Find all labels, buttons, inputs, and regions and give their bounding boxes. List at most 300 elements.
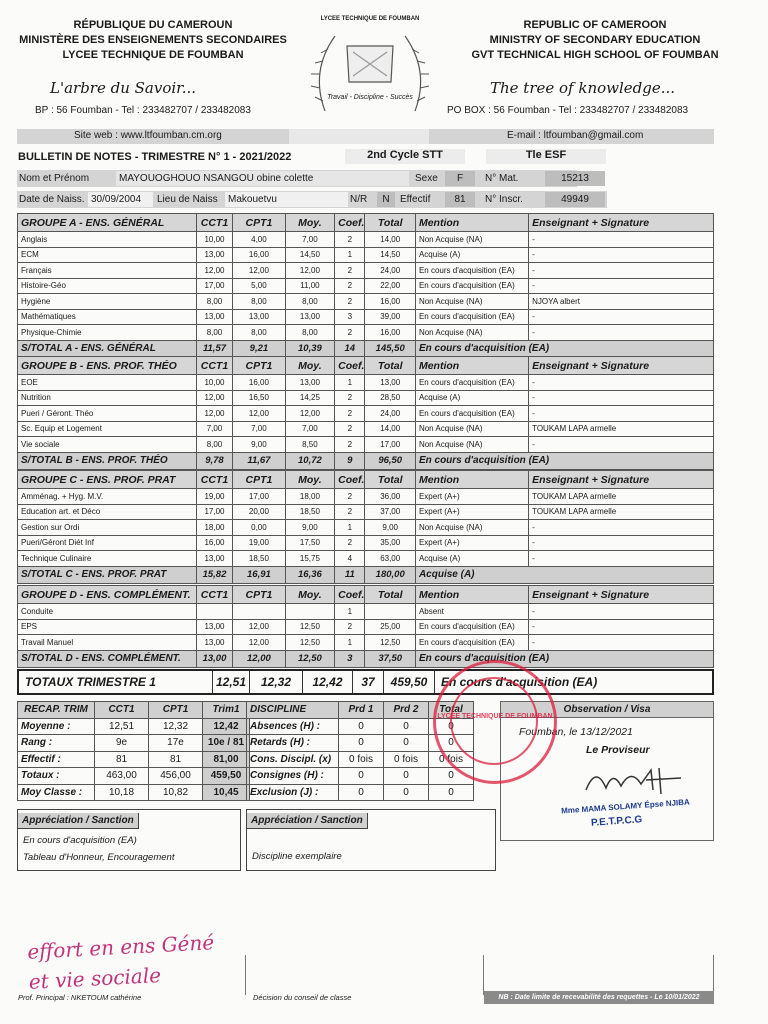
group-table <box>17 585 714 668</box>
recap-cell: 17e <box>149 735 203 752</box>
mat-label: N° Mat. <box>485 173 519 184</box>
grade-cell: 13,00 <box>365 375 416 391</box>
grade-cell: 12,00 <box>285 263 334 279</box>
grade-cell: 9,00 <box>233 437 286 453</box>
subject-row <box>18 421 714 437</box>
column-header: Moy. <box>285 471 334 489</box>
grade-cell: En cours d'acquisition (EA) <box>415 309 528 325</box>
grade-cell: 13,00 <box>196 551 232 567</box>
grade-cell: - <box>529 437 714 453</box>
grade-cell: 8,00 <box>285 294 334 310</box>
column-header: Coef. <box>335 471 365 489</box>
subtotal-cell: 9 <box>335 452 365 469</box>
discipline-cell: 0 <box>429 768 474 785</box>
column-header: CPT1 <box>233 357 286 375</box>
discipline-cell: 0 <box>339 718 384 735</box>
column-header: Total <box>365 471 416 489</box>
grade-cell: 8,50 <box>285 437 334 453</box>
appreciation-left <box>17 809 241 871</box>
subtotal-cell: 12,50 <box>285 650 334 667</box>
discipline-cell: 0 <box>384 784 429 801</box>
appreciation-left-line1: En cours d'acquisition (EA) <box>23 835 137 846</box>
column-header: Moy. <box>285 214 334 232</box>
grade-cell: Expert (A+) <box>415 489 528 505</box>
grade-cell: 20,00 <box>233 504 286 520</box>
nr-label: N/R <box>350 194 368 205</box>
subject-row <box>18 406 714 422</box>
subject-name: Pueri / Géront. Théo <box>18 406 197 422</box>
group-title: GROUPE D - ENS. COMPLÉMENT. <box>18 586 197 604</box>
grade-cell: 1 <box>335 520 365 536</box>
grade-cell: 18,50 <box>285 504 334 520</box>
sexe-value: F <box>445 171 475 186</box>
grade-cell: 0,00 <box>233 520 286 536</box>
grade-cell: 2 <box>335 504 365 520</box>
grade-cell: 17,00 <box>196 504 232 520</box>
student-name: MAYOUOGHOUO NSANGOU obine colette <box>116 171 409 186</box>
recap-cell: 456,00 <box>149 768 203 785</box>
grade-cell: 28,50 <box>365 390 416 406</box>
grade-cell: 16,00 <box>233 375 286 391</box>
subject-name: Education art. et Déco <box>18 504 197 520</box>
signer-title: P.E.T.P.C.G <box>590 814 643 829</box>
signer-name: Mme MAMA SOLAMY Épse NJIBA <box>560 797 691 816</box>
subject-row <box>18 263 714 279</box>
recap-table <box>17 701 250 801</box>
grade-cell: Non Acquise (NA) <box>415 421 528 437</box>
grade-cell: 18,50 <box>233 551 286 567</box>
grade-cell: Expert (A+) <box>415 504 528 520</box>
subtotal-cell: 3 <box>335 650 365 667</box>
grade-cell: 7,00 <box>285 421 334 437</box>
grade-cell: 4 <box>335 551 365 567</box>
subject-row <box>18 604 714 620</box>
grade-cell: 8,00 <box>196 294 232 310</box>
grade-cell: En cours d'acquisition (EA) <box>415 263 528 279</box>
grade-cell: - <box>529 390 714 406</box>
discipline-cell: 0 <box>339 768 384 785</box>
stamp-text: LYCEE TECHNIQUE DE FOUMBAN <box>437 713 553 720</box>
grade-cell: - <box>529 375 714 391</box>
recap-cell: 12,51 <box>95 718 149 735</box>
recap-cell: 463,00 <box>95 768 149 785</box>
column-header: Enseignant + Signature <box>529 586 714 604</box>
subtotal-row <box>18 566 714 583</box>
lieu-value: Makouetvu <box>225 192 348 207</box>
school-fr: LYCEE TECHNIQUE DE FOUMBAN <box>62 49 244 61</box>
column-header: Total <box>365 357 416 375</box>
group-title: GROUPE C - ENS. PROF. PRAT <box>18 471 197 489</box>
grade-cell: 11,00 <box>285 278 334 294</box>
discipline-col-total: Total <box>429 702 474 719</box>
grade-cell: 16,00 <box>196 535 232 551</box>
subject-name: Travail Manuel <box>18 635 197 651</box>
grade-cell: Non Acquise (NA) <box>415 232 528 248</box>
recap-cell: 12,42 <box>203 718 250 735</box>
school-en: GVT TECHNICAL HIGH SCHOOL OF FOUMBAN <box>471 49 719 61</box>
grade-cell: 17,50 <box>285 535 334 551</box>
grade-cell: Expert (A+) <box>415 535 528 551</box>
appreciation-left-title: Appréciation / Sanction <box>18 813 139 829</box>
grade-cell: 22,00 <box>365 278 416 294</box>
column-header: CCT1 <box>196 586 232 604</box>
column-header: Coef. <box>335 586 365 604</box>
grade-cell: - <box>529 278 714 294</box>
grade-cell: Acquise (A) <box>415 390 528 406</box>
grade-cell: 12,00 <box>285 406 334 422</box>
grade-cell: 8,00 <box>233 325 286 341</box>
grade-cell: En cours d'acquisition (EA) <box>415 278 528 294</box>
column-header: Total <box>365 214 416 232</box>
subject-name: Sc. Equip et Logement <box>18 421 197 437</box>
subtotal-cell: 10,72 <box>285 452 334 469</box>
grade-cell: 15,75 <box>285 551 334 567</box>
grade-cell: 9,00 <box>285 520 334 536</box>
subject-name: Physique-Chimie <box>18 325 197 341</box>
group-table <box>17 213 714 358</box>
subtotal-cell: En cours d'acquisition (EA) <box>415 340 713 357</box>
cycle: 2nd Cycle STT <box>345 149 465 164</box>
handwritten-note-line2: et vie sociale <box>28 962 162 994</box>
grade-cell: - <box>529 263 714 279</box>
grade-cell: - <box>529 232 714 248</box>
grade-cell: 12,00 <box>233 635 286 651</box>
classe: Tle ESF <box>486 149 606 164</box>
recap-cell: 10,82 <box>149 784 203 801</box>
appreciation-right <box>246 809 496 871</box>
official-stamp-icon <box>433 660 557 784</box>
grade-cell: 2 <box>335 294 365 310</box>
grade-cell <box>365 604 416 620</box>
discipline-cell: 0 fois <box>384 751 429 768</box>
totaux-row <box>17 669 714 695</box>
grade-cell: - <box>529 619 714 635</box>
group-table <box>17 470 714 584</box>
subject-row <box>18 294 714 310</box>
grade-cell: 12,50 <box>285 635 334 651</box>
nr-value: N <box>377 192 395 207</box>
subject-row <box>18 520 714 536</box>
grade-cell: Acquise (A) <box>415 247 528 263</box>
grade-cell: 19,00 <box>196 489 232 505</box>
discipline-row-label: Cons. Discipl. (x) <box>247 751 339 768</box>
subtotal-cell: 9,21 <box>233 340 286 357</box>
grade-cell: NJOYA albert <box>529 294 714 310</box>
country-en: REPUBLIC OF CAMEROON <box>523 19 667 31</box>
school-seal-logo <box>305 16 435 126</box>
subject-row <box>18 390 714 406</box>
group-title: GROUPE A - ENS. GÉNÉRAL <box>18 214 197 232</box>
subtotal-cell: Acquise (A) <box>415 566 713 583</box>
naiss-label: Date de Naiss. <box>19 194 85 205</box>
recap-col-cpt1: CPT1 <box>149 702 203 719</box>
grade-cell: 7,00 <box>285 232 334 248</box>
footer-prof: Prof. Principal : NKETOUM cathérine <box>18 993 142 1002</box>
subject-name: Histoire-Géo <box>18 278 197 294</box>
grade-cell: 36,00 <box>365 489 416 505</box>
motto-en: The tree of knowledge... <box>490 79 676 97</box>
mat-value: 15213 <box>545 171 605 186</box>
grade-cell: 1 <box>335 635 365 651</box>
grade-cell: 1 <box>335 247 365 263</box>
subtotal-cell: En cours d'acquisition (EA) <box>415 452 713 469</box>
grade-cell: 2 <box>335 489 365 505</box>
ministry-fr: MINISTÈRE DES ENSEIGNEMENTS SECONDAIRES <box>19 34 287 46</box>
column-header: Mention <box>415 586 528 604</box>
effectif-label: Effectif <box>400 194 431 205</box>
appreciation-right-title: Appréciation / Sanction <box>247 813 368 829</box>
grade-cell: 2 <box>335 421 365 437</box>
discipline-cell: 0 <box>429 784 474 801</box>
subject-row <box>18 437 714 453</box>
grade-cell: En cours d'acquisition (EA) <box>415 375 528 391</box>
discipline-cell: 0 <box>339 735 384 752</box>
subject-name: Pueri/Géront Diét Inf <box>18 535 197 551</box>
subject-row <box>18 278 714 294</box>
grade-cell: 2 <box>335 390 365 406</box>
grade-cell <box>285 604 334 620</box>
recap-cell: 10,45 <box>203 784 250 801</box>
subject-row <box>18 375 714 391</box>
column-header: CCT1 <box>196 214 232 232</box>
inscr-label: N° Inscr. <box>485 194 523 205</box>
grade-cell: 2 <box>335 535 365 551</box>
handwritten-note-line1: effort en ens Géné <box>26 930 215 964</box>
recap-cell: 81,00 <box>203 751 250 768</box>
subtotal-cell: 11,57 <box>196 340 232 357</box>
grade-cell: 5,00 <box>233 278 286 294</box>
grade-cell: 17,00 <box>365 437 416 453</box>
grade-cell: 12,00 <box>196 263 232 279</box>
subtotal-label: S/TOTAL A - ENS. GÉNÉRAL <box>18 340 197 357</box>
subtotal-cell: 12,00 <box>233 650 286 667</box>
proviseur-label: Le Proviseur <box>586 744 650 756</box>
grade-cell: En cours d'acquisition (EA) <box>415 406 528 422</box>
recap-row-label: Moy Classe : <box>18 784 95 801</box>
totaux-cct1: 12,51 <box>212 671 249 693</box>
column-header: Coef. <box>335 357 365 375</box>
grade-cell: 13,00 <box>196 247 232 263</box>
subject-row <box>18 232 714 248</box>
grade-cell: 13,00 <box>196 635 232 651</box>
grade-cell: 4,00 <box>233 232 286 248</box>
grade-cell: 12,50 <box>285 619 334 635</box>
grade-cell: 2 <box>335 278 365 294</box>
discipline-col-prd1: Prd 1 <box>339 702 384 719</box>
column-header: Mention <box>415 471 528 489</box>
grade-cell: 12,50 <box>365 635 416 651</box>
grade-cell: 37,00 <box>365 504 416 520</box>
column-header: Enseignant + Signature <box>529 214 714 232</box>
totaux-coef: 37 <box>352 671 383 693</box>
recap-cell: 10,18 <box>95 784 149 801</box>
signature-icon <box>581 760 691 800</box>
recap-cell: 12,32 <box>149 718 203 735</box>
grade-cell: TOUKAM LAPA armelle <box>529 504 714 520</box>
grade-cell: 14,00 <box>365 232 416 248</box>
subject-name: Gestion sur Ordi <box>18 520 197 536</box>
subtotal-cell: 11,67 <box>233 452 286 469</box>
grade-cell: 13,00 <box>196 619 232 635</box>
recap-row-label: Effectif : <box>18 751 95 768</box>
subtotal-cell: 9,78 <box>196 452 232 469</box>
discipline-cell: 0 <box>384 718 429 735</box>
grade-cell: 3 <box>335 309 365 325</box>
subject-row <box>18 619 714 635</box>
grade-cell: - <box>529 535 714 551</box>
header-left <box>18 18 288 63</box>
address-en: PO BOX : 56 Foumban - Tel : 233482707 / 233482083 <box>447 105 689 116</box>
discipline-cell: 0 <box>429 718 474 735</box>
subject-name: ECM <box>18 247 197 263</box>
subtotal-label: S/TOTAL B - ENS. PROF. THÉO <box>18 452 197 469</box>
column-header: Enseignant + Signature <box>529 471 714 489</box>
grade-cell: 10,00 <box>196 232 232 248</box>
recap-row-label: Moyenne : <box>18 718 95 735</box>
discipline-cell: 0 fois <box>339 751 384 768</box>
address-fr: BP : 56 Foumban - Tel : 233482707 / 233482083 <box>35 105 251 116</box>
grade-cell: 24,00 <box>365 263 416 279</box>
subtotal-cell: 37,50 <box>365 650 416 667</box>
subject-row <box>18 247 714 263</box>
grade-cell: 8,00 <box>196 437 232 453</box>
grade-cell: En cours d'acquisition (EA) <box>415 619 528 635</box>
grade-cell: 16,50 <box>233 390 286 406</box>
column-header: CPT1 <box>233 586 286 604</box>
subject-name: Nutrition <box>18 390 197 406</box>
grade-cell: - <box>529 247 714 263</box>
grade-cell: 2 <box>335 325 365 341</box>
grade-cell: 14,25 <box>285 390 334 406</box>
column-header: Mention <box>415 214 528 232</box>
recap-col-trim1: Trim1 <box>203 702 250 719</box>
grade-cell <box>233 604 286 620</box>
column-header: Mention <box>415 357 528 375</box>
subject-name: Vie sociale <box>18 437 197 453</box>
grade-cell: 12,00 <box>233 406 286 422</box>
subtotal-cell: 96,50 <box>365 452 416 469</box>
grade-cell: 24,00 <box>365 406 416 422</box>
header-right <box>460 18 730 63</box>
contact-bar <box>17 129 714 144</box>
grade-cell: 2 <box>335 263 365 279</box>
grade-cell: 8,00 <box>285 325 334 341</box>
discipline-row-label: Absences (H) : <box>247 718 339 735</box>
grade-cell: - <box>529 604 714 620</box>
subject-row <box>18 325 714 341</box>
grade-cell: 13,00 <box>196 309 232 325</box>
grade-cell: En cours d'acquisition (EA) <box>415 635 528 651</box>
discipline-cell: 0 <box>429 735 474 752</box>
recap-row-label: Totaux : <box>18 768 95 785</box>
totaux-cpt1: 12,32 <box>249 671 302 693</box>
discipline-cell: 0 <box>384 735 429 752</box>
country-fr: RÉPUBLIQUE DU CAMEROUN <box>73 19 233 31</box>
grade-cell: Acquise (A) <box>415 551 528 567</box>
grade-cell: TOUKAM LAPA armelle <box>529 489 714 505</box>
grade-cell: 8,00 <box>233 294 286 310</box>
subject-name: EOE <box>18 375 197 391</box>
recap-cell: 459,50 <box>203 768 250 785</box>
subtotal-label: S/TOTAL D - ENS. COMPLÉMENT. <box>18 650 197 667</box>
column-header: Enseignant + Signature <box>529 357 714 375</box>
grade-cell: 13,00 <box>285 309 334 325</box>
footer-nb: NB : Date limite de recevabilité des requettes - Le 10/01/2022 <box>484 991 714 1004</box>
grade-cell: - <box>529 520 714 536</box>
totaux-moy: 12,42 <box>302 671 352 693</box>
recap-cell: 10e / 81 <box>203 735 250 752</box>
inscr-value: 49949 <box>545 192 605 207</box>
subtotal-cell: 180,00 <box>365 566 416 583</box>
grade-cell: 14,50 <box>365 247 416 263</box>
grade-cell: - <box>529 325 714 341</box>
recap-col-cct1: CCT1 <box>95 702 149 719</box>
subject-row <box>18 504 714 520</box>
grade-cell: Non Acquise (NA) <box>415 437 528 453</box>
column-header: CPT1 <box>233 214 286 232</box>
grade-cell: 12,00 <box>196 390 232 406</box>
recap-cell: 81 <box>149 751 203 768</box>
discipline-cell: 0 fois <box>429 751 474 768</box>
subject-row <box>18 535 714 551</box>
subject-name: Français <box>18 263 197 279</box>
discipline-cell: 0 <box>339 784 384 801</box>
subject-row <box>18 635 714 651</box>
recap-row-label: Rang : <box>18 735 95 752</box>
subtotal-cell: 10,39 <box>285 340 334 357</box>
grade-cell: 1 <box>335 375 365 391</box>
handwritten-note <box>27 927 217 997</box>
grade-cell: TOUKAM LAPA armelle <box>529 421 714 437</box>
website: Site web : www.ltfoumban.cm.org <box>74 130 222 141</box>
totaux-label: TOTAUX TRIMESTRE 1 <box>25 675 156 689</box>
subtotal-cell: 16,91 <box>233 566 286 583</box>
subtotal-cell: 11 <box>335 566 365 583</box>
grade-cell: 25,00 <box>365 619 416 635</box>
sexe-label: Sexe <box>415 173 438 184</box>
subject-name: Conduite <box>18 604 197 620</box>
subtotal-cell: En cours d'acquisition (EA) <box>415 650 713 667</box>
discipline-cell: 0 <box>384 768 429 785</box>
discipline-col-prd2: Prd 2 <box>384 702 429 719</box>
grade-cell: 35,00 <box>365 535 416 551</box>
discipline-header: DISCIPLINE <box>247 702 339 719</box>
effectif-value: 81 <box>445 192 475 207</box>
subtotal-cell: 145,50 <box>365 340 416 357</box>
subtotal-cell: 13,00 <box>196 650 232 667</box>
motto-fr: L'arbre du Savoir... <box>50 79 196 97</box>
grade-cell: 12,00 <box>233 263 286 279</box>
grade-cell: Absent <box>415 604 528 620</box>
grade-cell: 63,00 <box>365 551 416 567</box>
discipline-row-label: Retards (H) : <box>247 735 339 752</box>
grade-cell: 2 <box>335 232 365 248</box>
grade-cell: 12,00 <box>196 406 232 422</box>
subject-name: EPS <box>18 619 197 635</box>
grade-cell: 2 <box>335 437 365 453</box>
subject-row <box>18 309 714 325</box>
column-header: CCT1 <box>196 471 232 489</box>
grade-cell: 17,00 <box>196 278 232 294</box>
grade-cell: - <box>529 551 714 567</box>
subject-row <box>18 489 714 505</box>
naiss-value: 30/09/2004 <box>88 192 153 207</box>
grade-cell: Non Acquise (NA) <box>415 294 528 310</box>
email: E-mail : ltfoumban@gmail.com <box>507 130 644 141</box>
appreciation-left-line2: Tableau d'Honneur, Encouragement <box>23 852 175 863</box>
column-header: CCT1 <box>196 357 232 375</box>
grade-cell: 1 <box>335 604 365 620</box>
